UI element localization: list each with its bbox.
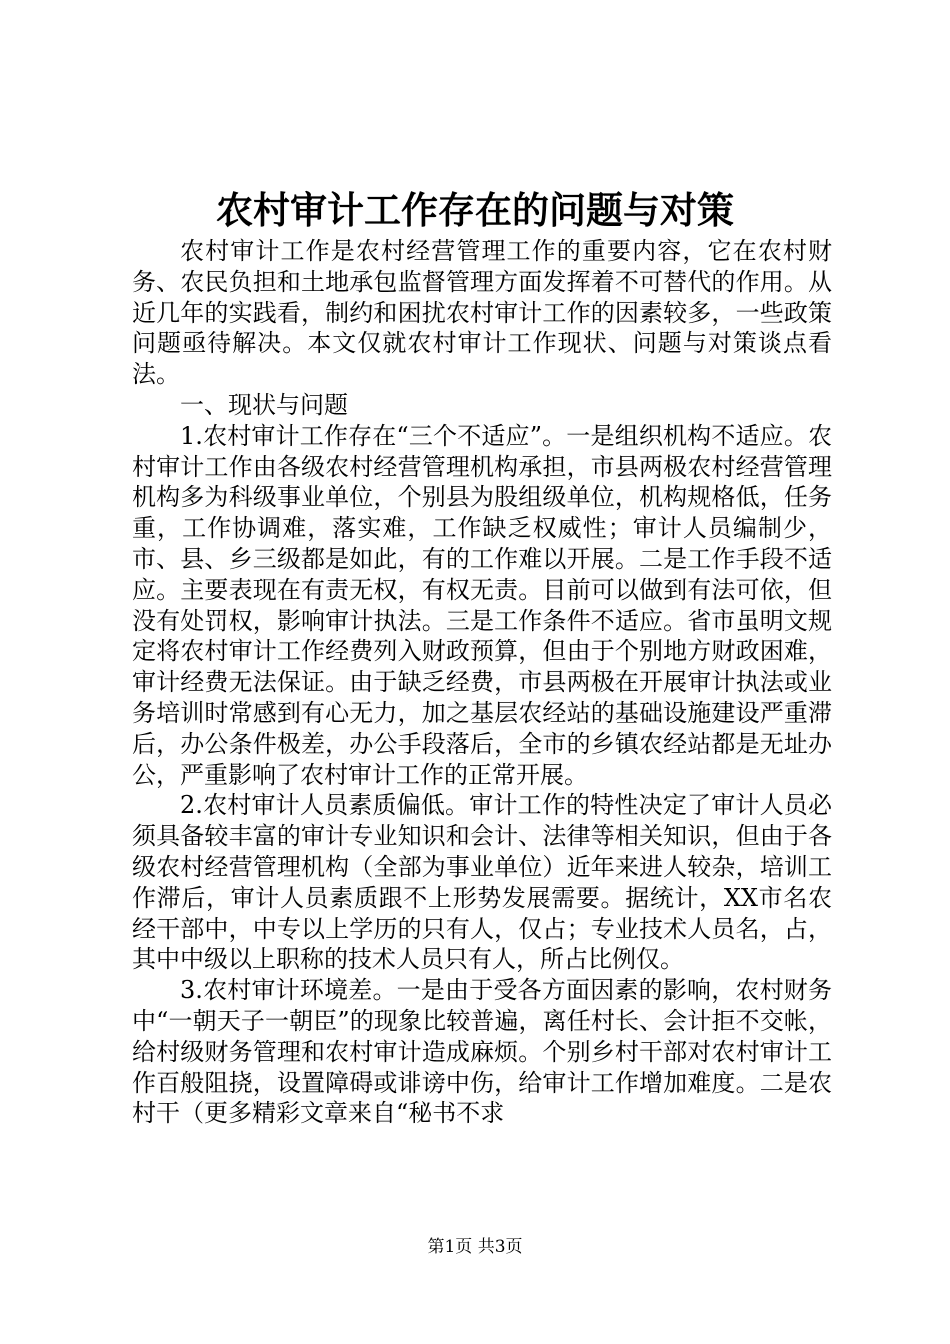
document-title: 农村审计工作存在的问题与对策 xyxy=(216,188,734,232)
page-footer: 第1页 共3页 xyxy=(427,1237,523,1257)
section-heading: 一、现状与问题 xyxy=(180,390,348,419)
intro-paragraph: 农村审计工作是农村经营管理工作的重要内容，它在农村财务、农民负担和土地承包监督管理方面发挥着不可替代的作用。从近几年的实践看，制约和困扰农村审计工作的因素较多，一些政策问题亟待解决。本文仅就农村审计工作现状、问题与对策谈点看法。 xyxy=(132,237,832,389)
body-paragraph: 3.农村审计环境差。一是由于受各方面因素的影响，农村财务中“一朝天子一朝臣”的现象比较普遍，离任村长、会计拒不交帐，给村级财务管理和农村审计造成麻烦。个别乡村干部对农村审计工作百般阻挠，设置障碍或诽谤中伤，给审计工作增加难度。二是农村干（更多精彩文章来自“秘书不求 xyxy=(132,976,832,1128)
document-body xyxy=(132,236,832,1129)
body-paragraph: 2.农村审计人员素质偏低。审计工作的特性决定了审计人员必须具备较丰富的审计专业知识和会计、法律等相关知识，但由于各级农村经营管理机构（全部为事业单位）近年来进人较杂，培训工作滞后，审计人员素质跟不上形势发展需要。据统计，XX市名农经干部中，中专以上学历的只有人，仅占；专业技术人员名，占，其中中级以上职称的技术人员只有人，所占比例仅。 xyxy=(132,791,832,974)
body-paragraph: 1.农村审计工作存在“三个不适应”。一是组织机构不适应。农村审计工作由各级农村经营管理机构承担，市县两极农村经营管理机构多为科级事业单位，个别县为股组级单位，机构规格低，任务重，工作协调难，落实难，工作缺乏权威性；审计人员编制少，市、县、乡三级都是如此，有的工作难以开展。二是工作手段不适应。主要表现在有责无权，有权无责。目前可以做到有法可依，但没有处罚权，影响审计执法。三是工作条件不适应。省市虽明文规定将农村审计工作经费列入财政预算，但由于个别地方财政困难，审计经费无法保证。由于缺乏经费，市县两极在开展审计执法或业务培训时常感到有心无力，加之基层农经站的基础设施建设严重滞后，办公条件极差，办公手段落后，全市的乡镇农经站都是无址办公，严重影响了农村审计工作的正常开展。 xyxy=(132,421,832,789)
